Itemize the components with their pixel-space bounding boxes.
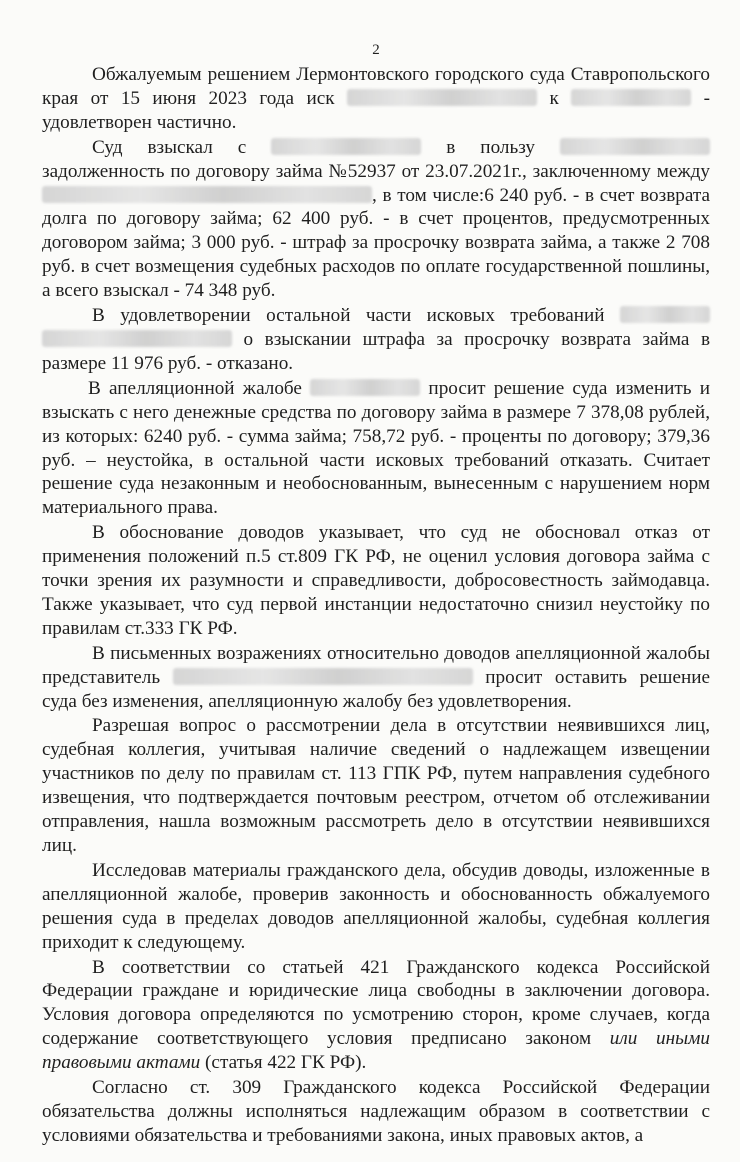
paragraph-appeal [42, 377, 710, 520]
page-number: 2 [372, 42, 380, 58]
paragraph-recovery [42, 136, 710, 303]
redacted-name [620, 306, 710, 323]
redacted-name [271, 138, 421, 155]
text-segment: В письменных возражениях относительно доводов апелляционной жалобы представитель [42, 642, 710, 688]
text-segment: В удовлетворении остальной части исковых требований [92, 305, 605, 327]
text-segment: к [549, 87, 559, 109]
redacted-name [310, 379, 420, 396]
redacted-name [42, 330, 232, 347]
paragraph-article-309: Согласно ст. 309 Гражданского кодекса Российской Федерации обязательства должны исполняться надлежащим образом в соответствии с условиями обязательства и требованиями закона, иных правовых актов, а [42, 1077, 710, 1146]
redacted-name [173, 668, 473, 685]
paragraph-article-421 [42, 956, 710, 1076]
redacted-name [560, 138, 710, 155]
text-segment: задолженность по договору займа №52937 от 23.07.2021г., заключенному между [42, 160, 710, 182]
text-segment: Обжалуемым решением Лермонтовского городского суда Ставропольского края от 15 июня 2023 года иск [42, 64, 710, 109]
text-segment: В соответствии со статьей 421 Гражданского кодекса Российской Федерации граждане и юридические лица свободны в заключении договора. Условия договора определяются по усмотрению сторон, кроме случаев, когда содержание соответствующего условия предписано законом [42, 956, 710, 1050]
text-segment: просит оставить решение суда без изменения, апелляционную жалобу без удовлетворения. [42, 666, 711, 712]
text-segment: в пользу [446, 136, 536, 158]
text-segment: В апелляционной жалобе [88, 377, 302, 399]
italic-segment: или иными правовыми актами [42, 1028, 710, 1074]
paragraph-examination: Исследовав материалы гражданского дела, обсудив доводы, изложенные в апелляционной жалобе, проверив законность и обоснованность обжалуемого решения суда в пределах доводов апелляционной жалобы, судебная коллегия приходит к следующему. [42, 859, 710, 953]
text-segment: (статья 422 ГК РФ). [205, 1052, 367, 1074]
redacted-name [42, 186, 372, 203]
paragraph-decision [42, 63, 710, 135]
paragraph-refusal [42, 304, 710, 376]
paragraph-arguments: В обоснование доводов указывает, что суд не обосновал отказ от применения положений п.5 ст.809 ГК РФ, не оценил условия договора займа с точки зрения их разумности и справедливости, добросовестность займодавца. Также указывает, что суд первой инстанции недостаточно снизил неустойку по правилам ст.333 ГК РФ. [42, 522, 710, 639]
text-segment: просит решение суда изменить и взыскать с него денежные средства по договору займа в размере 7 378,08 рублей, из которых: 6240 руб. - сумма займа; 758,72 руб. - проценты по договору; 379,36 руб. – неустойка, в остальной части исковых требований отказать. Считает решение суда незаконным и необоснованным, вынесенным с нарушением норм материального права. [42, 377, 710, 519]
redacted-name [347, 89, 537, 106]
text-segment: о взыскании штрафа за просрочку возврата займа в размере 11 976 руб. - отказано. [42, 328, 711, 374]
redacted-name [571, 89, 691, 106]
paragraph-absence: Разрешая вопрос о рассмотрении дела в отсутствии неявившихся лиц, судебная коллегия, учитывая наличие сведений о надлежащем извещении участников по делу по правилам ст. 113 ГПК РФ, путем направления судебного извещения, что подтверждается почтовым реестром, отчетом об отслеживании отправления, нашла возможным рассмотреть дело в отсутствии неявившихся лиц. [42, 715, 710, 856]
paragraph-objections [42, 642, 710, 714]
text-segment: , в том числе:6 240 руб. - в счет возврата долга по договору займа; 62 400 руб. - в счет процентов, предусмотренных договором займа; 3 000 руб. - штраф за просрочку возврата займа, а также 2 708 руб. в счет возмещения судебных расходов по оплате государственной пошлины, а всего взыскал - 74 348 руб. [42, 184, 710, 302]
text-segment: Суд взыскал с [92, 136, 247, 158]
text-segment: - удовлетворен частично. [42, 87, 710, 133]
